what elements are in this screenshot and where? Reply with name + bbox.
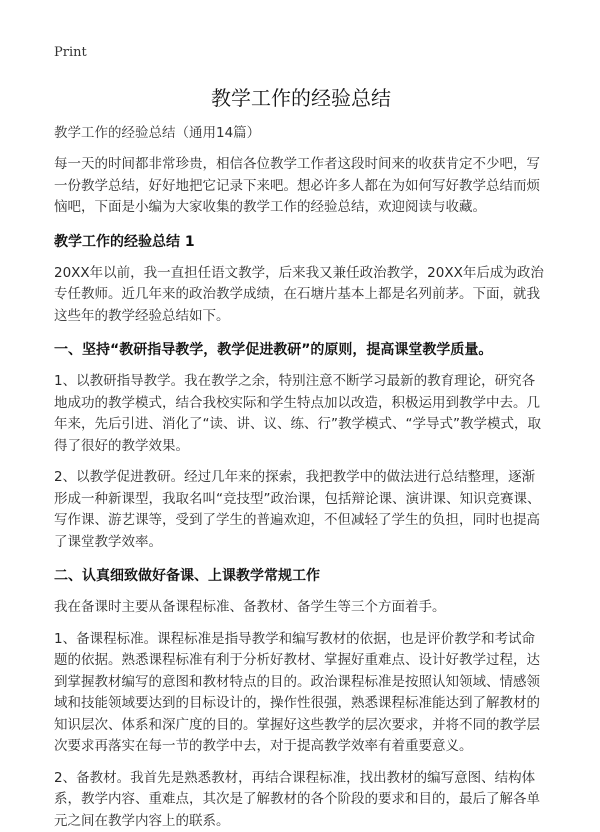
body-paragraph: 1、备课程标准。课程标准是指导教学和编写教材的依据，也是评价教学和考试命题的依据。熟悉课程标准有利于分析好教材、掌握好重难点、设计好教学过程，达到掌握教材编写的意图和教材特点的目的。政治课程标准是按照认知领域、情感领域和技能领域要达到的目标设计的，操作性很强，熟悉课程标准能达到了解教材的知识层次、体系和深广度的目的。掌握好这些教学的层次要求，并将不同的教学层次要求再落实在每一节的教学中去，对于提高教学效率有着重要意义。 [54,629,548,758]
section-heading-1: 一、坚持“教研指导教学，教学促进教研”的原则，提高课堂教学质量。 [54,339,548,361]
body-paragraph: 1、以教研指导教学。我在教学之余，特别注意不断学习最新的教育理论，研究各地成功的教学模式，结合我校实际和学生特点加以改造，积极运用到教学中去。几年来，先后引进、消化了“读、讲、议、练、行”教学模式、“学导式”教学模式，取得了很好的教学效果。 [54,371,548,457]
section-title: 教学工作的经验总结 1 [54,231,548,253]
body-paragraph: 2、以教学促进教研。经过几年来的探索，我把教学中的做法进行总结整理，逐渐形成一种新课型，我取名叫“竞技型”政治课，包括辩论课、演讲课、知识竞赛课、写作课、游艺课等，受到了学生的普遍欢迎，不但减轻了学生的负担，同时也提高了课堂教学效率。 [54,467,548,553]
article-title: 教学工作的经验总结 [54,84,548,112]
section-heading-2: 二、认真细致做好备课、上课教学常规工作 [54,565,548,587]
intro-paragraph: 每一天的时间都非常珍贵，相信各位教学工作者这段时间来的收获肯定不少吧，写一份教学总结，好好地把它记录下来吧。想必许多人都在为如何写好教学总结而烦恼吧，下面是小编为大家收集的教学工作的经验总结，欢迎阅读与收藏。 [54,154,548,219]
body-paragraph: 2、备教材。我首先是熟悉教材，再结合课程标准，找出教材的编写意图、结构体系，教学内容、重难点，其次是了解教材的各个阶段的要求和目的，最后了解各单元之间在教学内容上的联系。 [54,768,548,832]
body-paragraph: 我在备课时主要从备课程标准、备教材、备学生等三个方面着手。 [54,597,548,619]
article-subtitle: 教学工作的经验总结（通用14篇） [54,122,548,144]
section-paragraph: 20XX年以前，我一直担任语文教学，后来我又兼任政治教学，20XX年后成为政治专任教师。近几年来的政治教学成绩，在石塘片基本上都是名列前茅。下面，就我这些年的教学经验总结如下。 [54,263,548,328]
print-link[interactable]: Print [54,44,548,62]
